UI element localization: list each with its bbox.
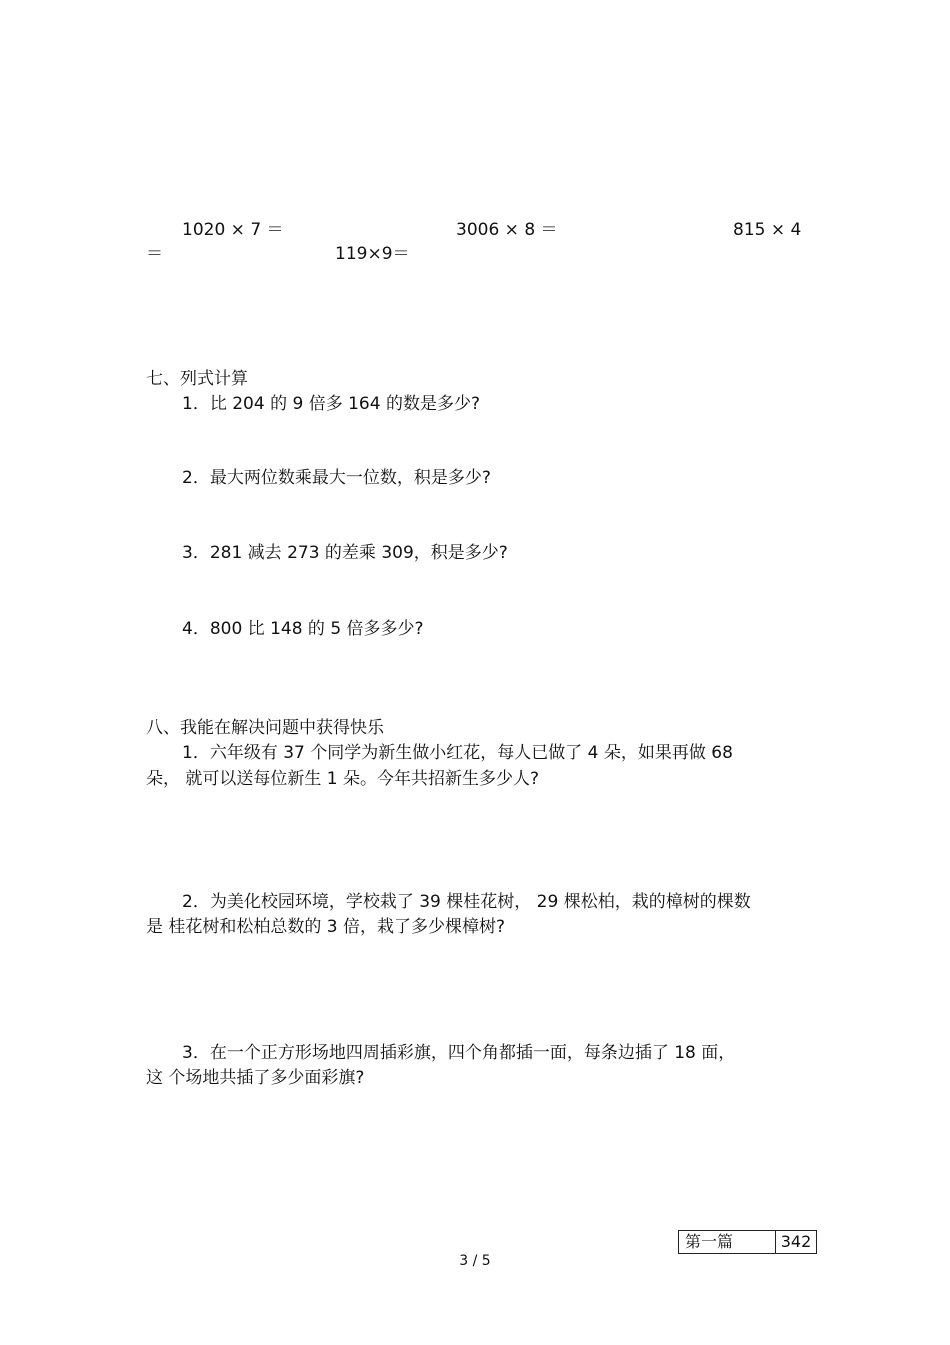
calc-815x4: 815 × 4 <box>733 220 802 240</box>
section-8-question-2-line-2: 是 桂花树和松柏总数的 3 倍，栽了多少棵樟树? <box>146 917 506 937</box>
section-8-title: 八、我能在解决问题中获得快乐 <box>146 718 384 738</box>
section-7-title: 七、列式计算 <box>146 369 248 389</box>
section-7-question-2: 2．最大两位数乘最大一位数，积是多少? <box>182 468 491 488</box>
calc-3006x8: 3006 × 8 ＝ <box>456 220 558 240</box>
section-8-question-3-line-2: 这 个场地共插了多少面彩旗? <box>146 1068 365 1088</box>
page-indicator: 3 / 5 <box>459 1253 491 1269</box>
calc-1020x7: 1020 × 7 ＝ <box>182 220 284 240</box>
section-8-question-1-line-1: 1．六年级有 37 个同学为新生做小红花，每人已做了 4 朵，如果再做 68 <box>182 743 733 763</box>
section-8-question-3-line-1: 3．在一个正方形场地四周插彩旗，四个角都插一面，每条边插了 18 面， <box>182 1043 736 1063</box>
stamp-number: 342 <box>780 1232 812 1251</box>
stamp-label: 第一篇 <box>679 1231 776 1253</box>
calc-815x4-equals: ＝ <box>146 244 163 264</box>
section-7-question-1: 1．比 204 的 9 倍多 164 的数是多少? <box>182 394 480 414</box>
calc-119x9: 119×9＝ <box>335 244 410 264</box>
page-stamp-box <box>678 1230 817 1254</box>
section-8-question-1-line-2: 朵， 就可以送每位新生 1 朵。今年共招新生多少人? <box>146 769 540 789</box>
section-8-question-2-line-1: 2．为美化校园环境，学校栽了 39 棵桂花树， 29 棵松柏，栽的樟树的棵数 <box>182 892 751 912</box>
section-7-question-3: 3．281 减去 273 的差乘 309，积是多少? <box>182 543 508 563</box>
section-7-question-4: 4．800 比 148 的 5 倍多多少? <box>182 619 424 639</box>
